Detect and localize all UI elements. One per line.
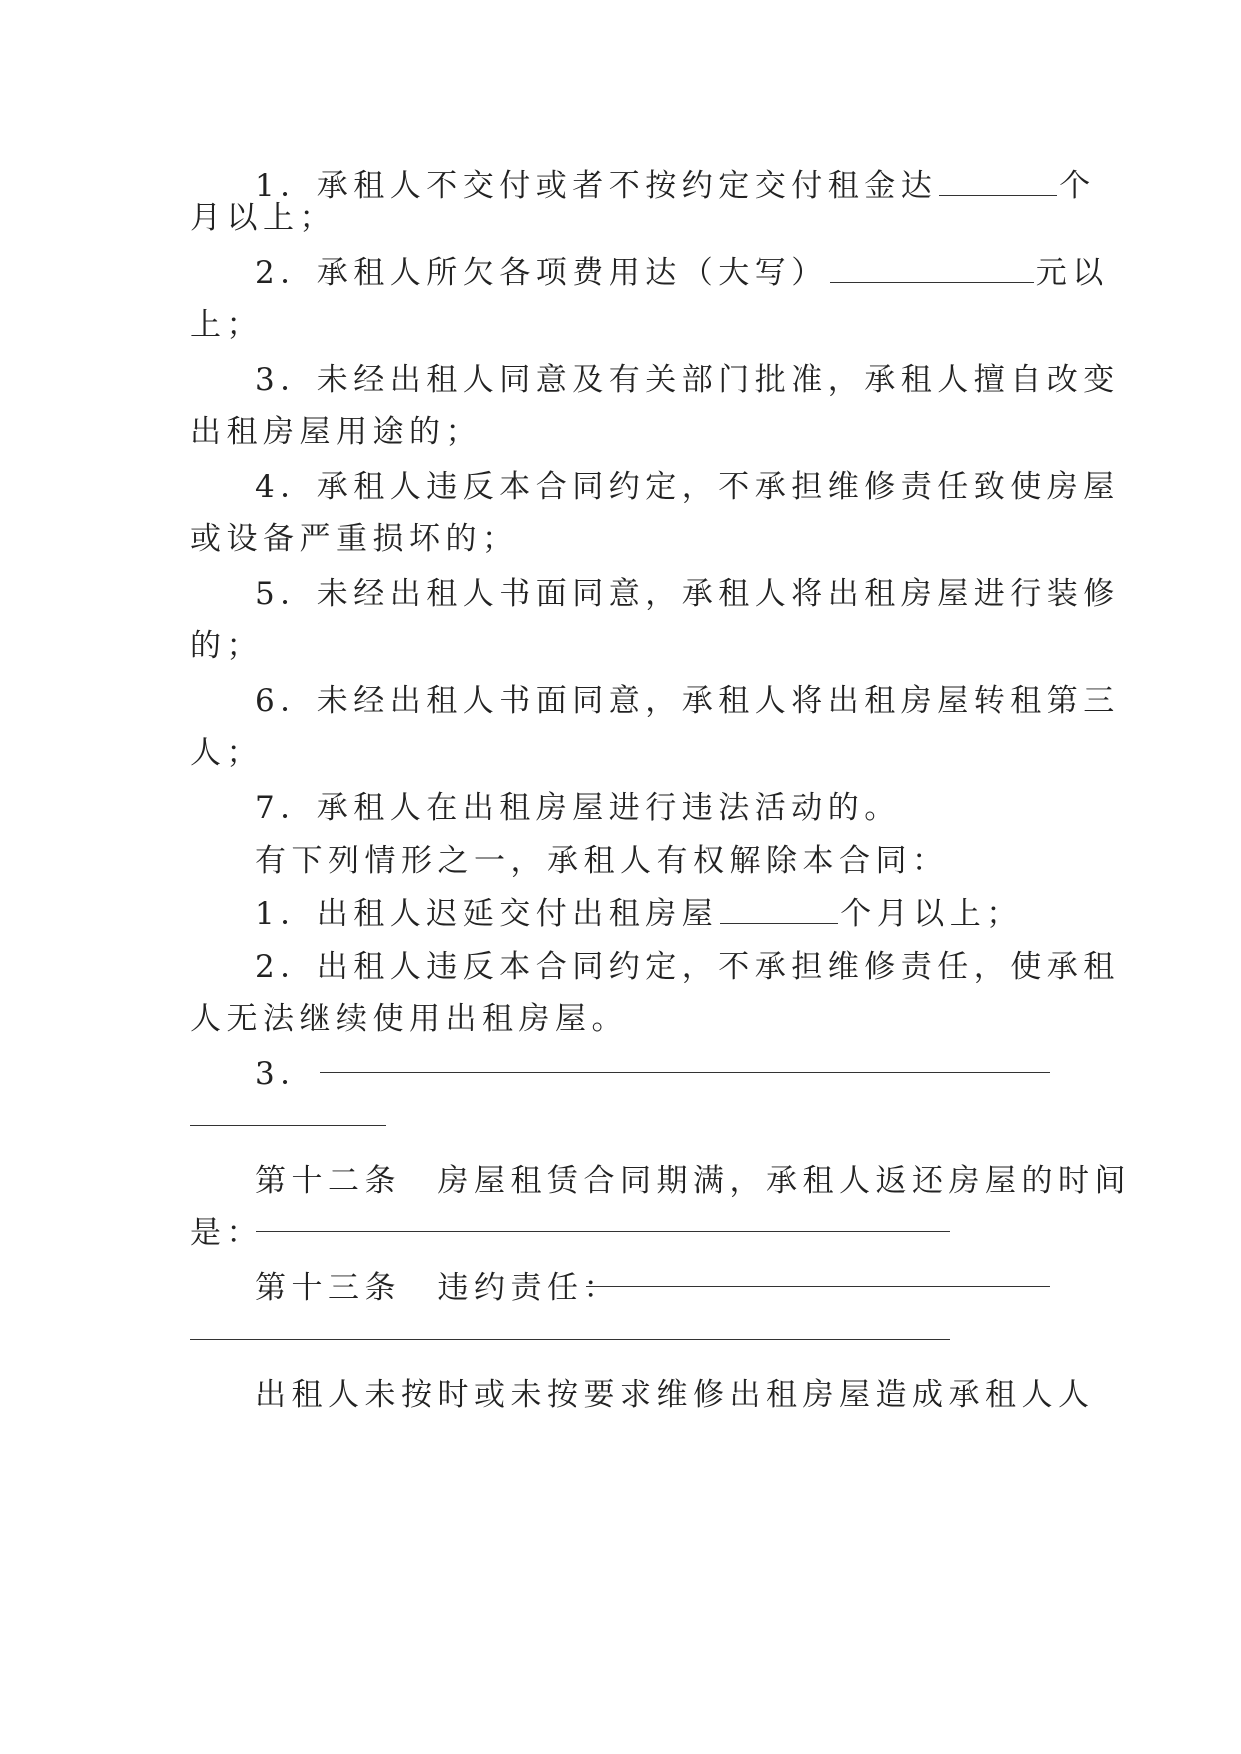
clause-3-text: 3．未经出租人同意及有关部门批准，承租人擅自改变 <box>255 362 1120 398</box>
clause-5-line-2 <box>190 622 1052 670</box>
clause-4-text: 4．承租人违反本合同约定，不承担维修责任致使房屋 <box>255 469 1120 505</box>
clause-4-line-1 <box>255 463 1120 511</box>
article-12-text: 第十二条 房屋租赁合同期满，承租人返还房屋的时间 <box>255 1163 1131 1199</box>
tenant-clause-1-text: 1．出租人迟延交付出租房屋 <box>255 896 719 932</box>
tenant-clause-2-text: 2．出租人违反本合同约定，不承担维修责任，使承租 <box>255 949 1120 985</box>
clause-1-text-tail: 个 <box>1059 168 1096 204</box>
blank-tenant-clause-3-cont <box>190 1125 386 1126</box>
tenant-clause-3-number: 3． <box>255 1056 317 1092</box>
tenant-termination-heading <box>255 837 1052 885</box>
blank-tenant-clause-3 <box>320 1072 1050 1073</box>
tenant-clause-2-line-1 <box>255 943 1120 991</box>
clause-1-text: 1．承租人不交付或者不按约定交付租金达 <box>255 168 938 204</box>
clause-2-text: 2．承租人所欠各项费用达（大写） <box>255 255 828 291</box>
clause-2-text-tail: 元以 <box>1035 255 1109 291</box>
clause-5-continuation: 的； <box>190 628 263 664</box>
clause-6-text: 6．未经出租人书面同意，承租人将出租房屋转租第三 <box>255 683 1120 719</box>
clause-1-line-2 <box>190 194 1052 242</box>
clause-2-line-2 <box>190 301 1052 349</box>
article-12-continuation: 是： <box>190 1215 263 1251</box>
tenant-clause-2-continuation: 人无法继续使用出租房屋。 <box>190 1001 628 1037</box>
blank-amount-capital <box>830 252 1034 283</box>
clause-3-line-2 <box>190 408 1052 456</box>
tenant-clause-1-line <box>255 890 1052 938</box>
article-13-line-1 <box>255 1264 1052 1312</box>
repair-clause-text: 出租人未按时或未按要求维修出租房屋造成承租人人 <box>255 1377 1095 1413</box>
tenant-termination-text: 有下列情形之一，承租人有权解除本合同： <box>255 843 949 879</box>
clause-6-line-1 <box>255 677 1120 725</box>
clause-4-continuation: 或设备严重损坏的； <box>190 521 519 557</box>
clause-6-continuation: 人； <box>190 735 263 771</box>
tenant-clause-3-line <box>255 1050 1052 1098</box>
blank-delay-months <box>720 893 838 924</box>
clause-6-line-2 <box>190 729 1052 777</box>
clause-2-line-1 <box>255 249 1109 297</box>
blank-liability-cont <box>190 1339 950 1340</box>
repair-clause-line <box>255 1371 1095 1419</box>
tenant-clause-2-line-2 <box>190 995 1052 1043</box>
clause-5-line-1 <box>255 570 1120 618</box>
article-12-line-2 <box>190 1209 1052 1257</box>
clause-3-continuation: 出租房屋用途的； <box>190 414 482 450</box>
clause-7-text: 7．承租人在出租房屋进行违法活动的。 <box>255 790 901 826</box>
article-12-line-1 <box>255 1157 1131 1205</box>
tenant-clause-1-tail: 个月以上； <box>840 896 1023 932</box>
blank-liability <box>586 1286 1050 1287</box>
clause-4-line-2 <box>190 515 1052 563</box>
clause-3-line-1 <box>255 356 1120 404</box>
clause-5-text: 5．未经出租人书面同意，承租人将出租房屋进行装修 <box>255 576 1120 612</box>
clause-1-continuation: 月以上； <box>190 200 336 236</box>
clause-7-line <box>255 784 1052 832</box>
blank-return-time <box>256 1231 950 1232</box>
blank-months-rent <box>939 165 1057 196</box>
article-13-text: 第十三条 违约责任： <box>255 1270 620 1306</box>
clause-2-continuation: 上； <box>190 307 263 343</box>
